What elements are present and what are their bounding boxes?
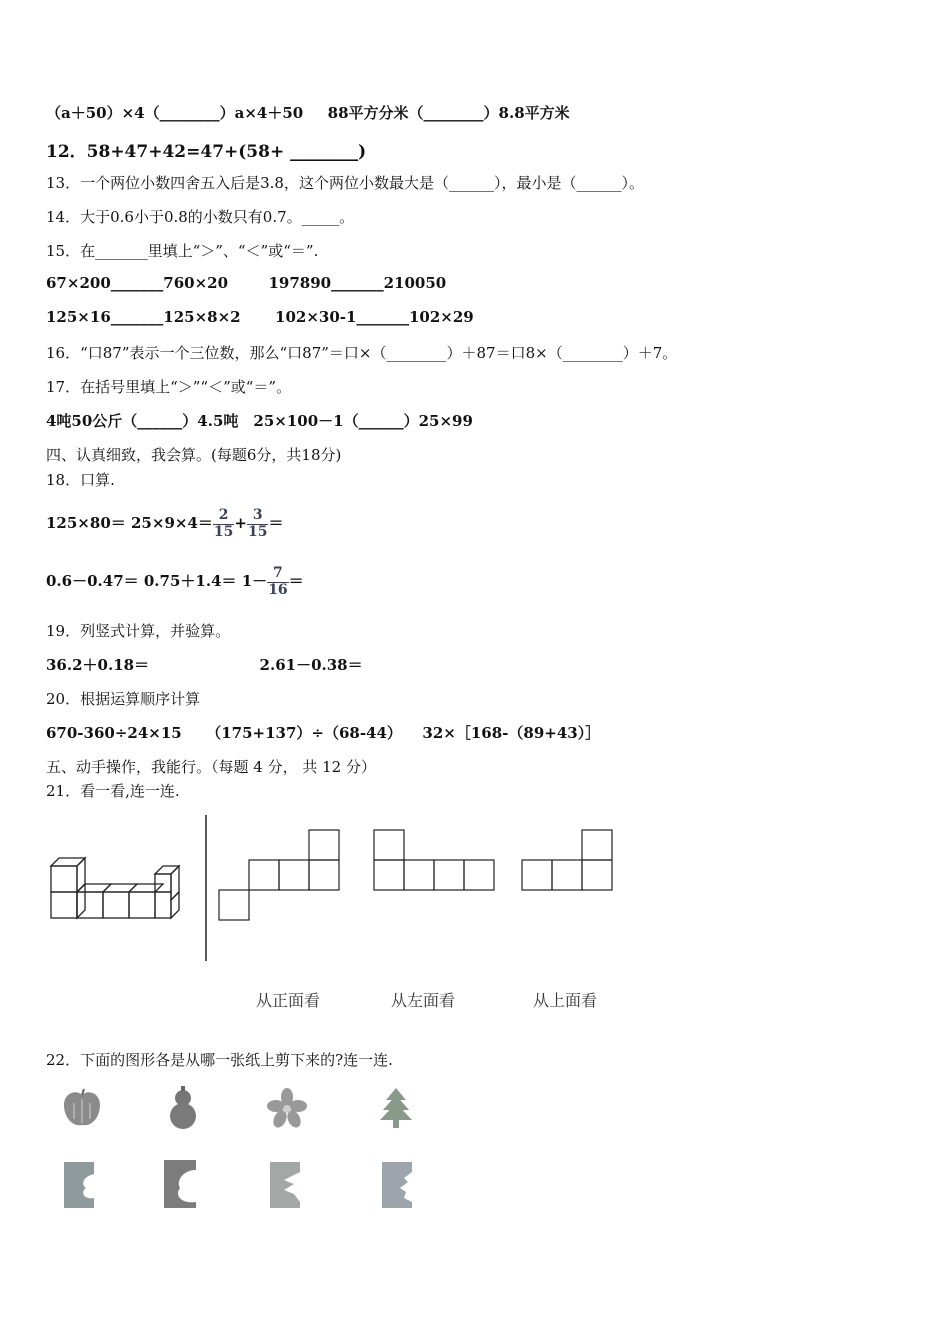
q19-a: 36.2＋0.18＝ — [46, 656, 150, 674]
equals-sign: ＝ — [268, 514, 284, 532]
section4-heading: 四、认真细致，我会算。(每题6分，共18分) — [46, 446, 342, 464]
q20-row — [46, 722, 600, 743]
q15-row2-b: 102×30-1_______102×29 — [275, 308, 474, 326]
q19-row — [46, 654, 363, 675]
caption-top-view: 从上面看 — [533, 991, 598, 1010]
view-grid-right-high — [520, 829, 615, 893]
q18-row1 — [46, 497, 283, 549]
caption-left-view: 从左面看 — [391, 991, 456, 1010]
tree-shape-icon — [376, 1086, 416, 1130]
flower-shape-icon — [265, 1087, 309, 1129]
section5-heading: 五、动手操作，我能行。（每题 4 分， 共 12 分） — [46, 758, 376, 776]
paper-a-icon — [60, 1158, 100, 1212]
apple-shape-icon — [60, 1087, 104, 1129]
q11-right: 88平方分米（________）8.8平方米 — [327, 104, 570, 122]
q13: 13．一个两位小数四舍五入后是3.8，这个两位小数最大是（______），最小是（______）。 — [46, 174, 644, 192]
q20-title: 20．根据运算顺序计算 — [46, 690, 201, 708]
q19-b: 2.61－0.38＝ — [259, 656, 363, 674]
q11-continuation — [46, 102, 570, 123]
q20-a: 670-360÷24×15 — [46, 724, 182, 742]
fraction-2-15: $\frac{2}{15}$ — [213, 507, 234, 540]
q15-row1 — [46, 274, 446, 292]
q11-left: （a＋50）×4（________）a×4＋50 — [46, 104, 304, 122]
q17-title: 17．在括号里填上“＞”“＜”或“＝”。 — [46, 378, 292, 396]
q19-title: 19．列竖式计算，并验算。 — [46, 622, 231, 640]
q22-title: 22．下面的图形各是从哪一张纸上剪下来的?连一连. — [46, 1051, 393, 1069]
paper-b-icon — [160, 1156, 202, 1212]
vertical-divider — [204, 815, 208, 961]
q18-row2 — [46, 555, 304, 607]
q18-r2-b: 0.75＋1.4＝ — [143, 572, 237, 590]
q20-c: 32×［168-（89+43）］ — [422, 724, 601, 742]
view-grid-stairs — [217, 829, 341, 923]
q15-row1-b: 197890_______210050 — [268, 274, 447, 292]
paper-d-icon — [378, 1158, 418, 1212]
q16: 16．“口87”表示一个三位数，那么“口87”＝口×（________）＋87＝口8×（________）＋7。 — [46, 344, 678, 362]
q18-r2-a: 0.6－0.47＝ — [46, 572, 139, 590]
caption-front-view: 从正面看 — [256, 991, 321, 1010]
plus-sign: + — [234, 514, 247, 532]
q15-row1-a: 67×200_______760×20 — [46, 274, 229, 292]
q14: 14．大于0.6小于0.8的小数只有0.7。_____。 — [46, 208, 355, 226]
equals-sign-2: ＝ — [288, 572, 304, 590]
q21-title: 21．看一看,连一连. — [46, 782, 180, 800]
gourd-shape-icon — [163, 1085, 203, 1131]
cube-solid-figure — [46, 852, 186, 927]
q15-row2-a: 125×16_______125×8×2 — [46, 308, 241, 326]
view-grid-left-high — [372, 829, 496, 893]
q17-row: 4吨50公斤（______）4.5吨 25×100－1（______）25×99 — [46, 412, 473, 430]
q18-r2-c-pre: 1－ — [241, 572, 268, 590]
q18-title: 18．口算. — [46, 471, 115, 489]
q12: 12．58+47+42=47+(58+ ________) — [46, 142, 367, 162]
q20-b: （175+137）÷（68-44） — [206, 724, 402, 742]
q18-r1-a: 125×80＝ — [46, 514, 126, 532]
fraction-7-16: $\frac{7}{16}$ — [268, 565, 288, 598]
paper-c-icon — [266, 1158, 306, 1212]
q15-title: 15．在_______里填上“＞”、“＜”或“＝”. — [46, 242, 319, 260]
fraction-3-15: $\frac{3}{15}$ — [247, 507, 268, 540]
q18-r1-b: 25×9×4＝ — [131, 514, 213, 532]
q15-row2 — [46, 308, 474, 326]
